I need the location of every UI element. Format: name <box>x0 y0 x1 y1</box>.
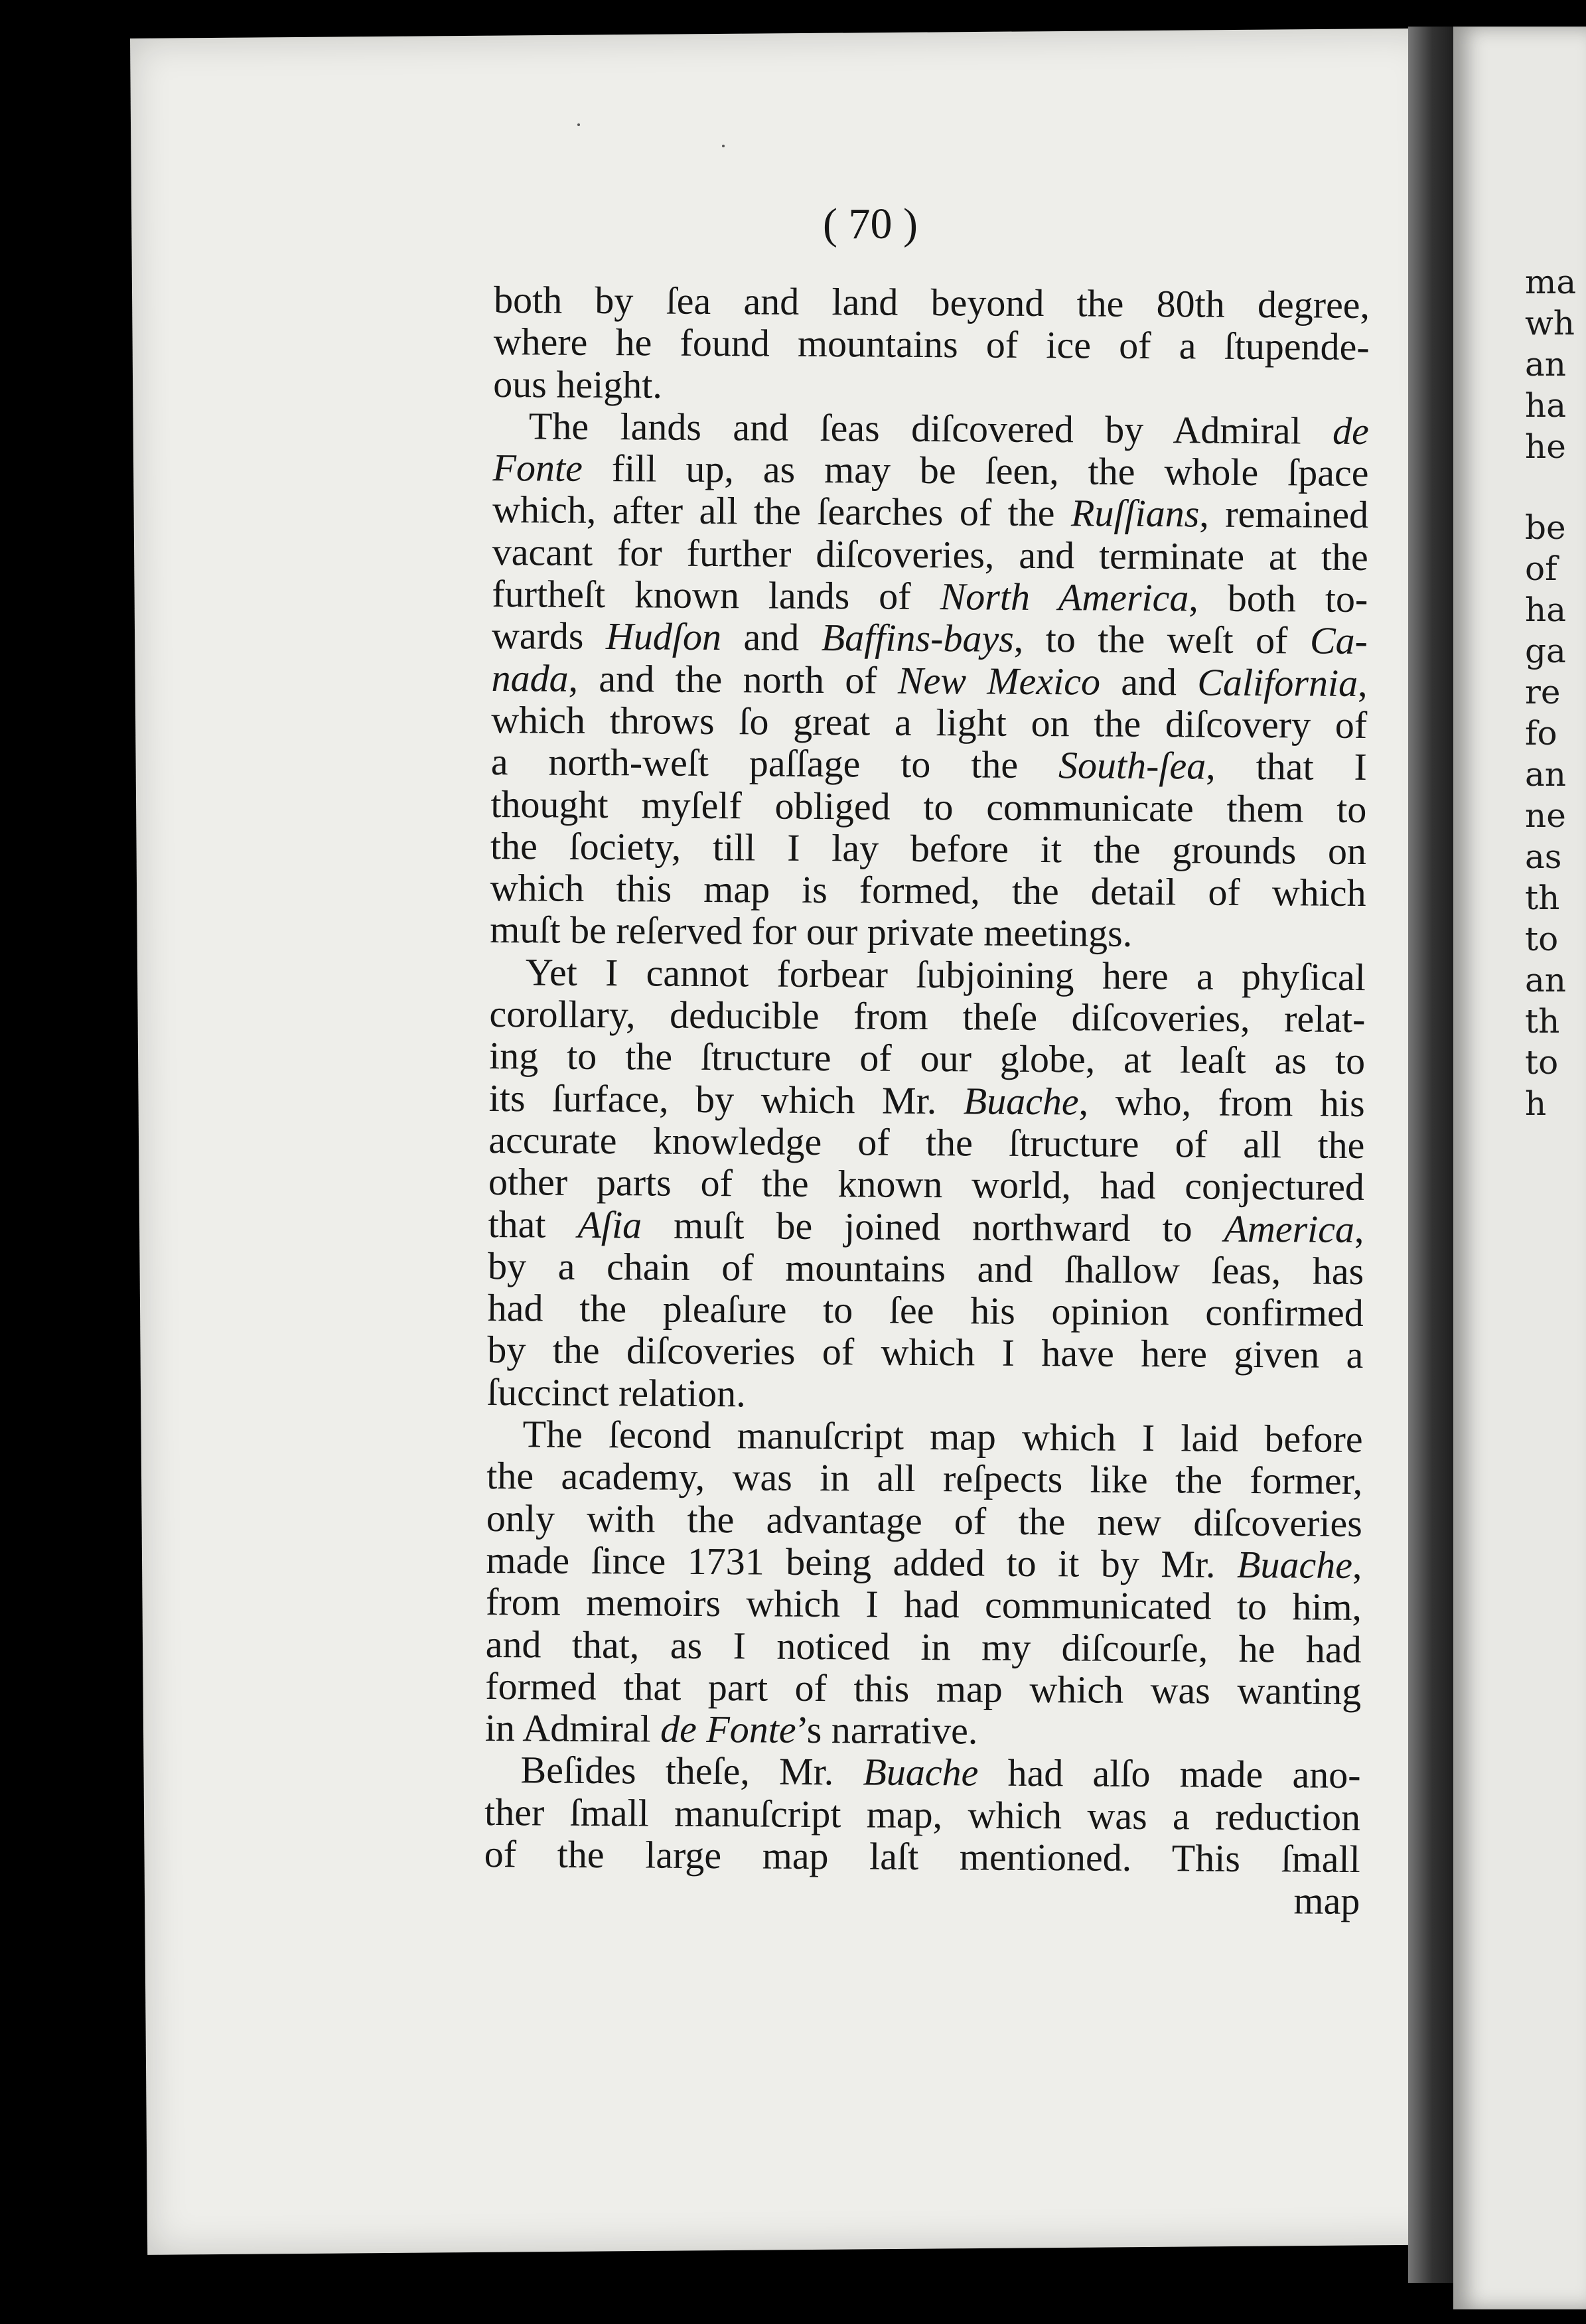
text-span: muſt be joined northward to <box>641 1202 1224 1250</box>
facing-page-fragment: an <box>1525 755 1567 794</box>
text-span: and <box>1100 660 1198 704</box>
text-span: the academy, was in all reſpects like the former, <box>486 1454 1363 1503</box>
text-line <box>485 1707 1361 1754</box>
facing-page-fragment: ha <box>1525 386 1567 425</box>
text-line <box>492 615 1368 662</box>
facing-page-fragment: th <box>1525 879 1560 917</box>
text-span: had alſo made ano- <box>978 1751 1361 1797</box>
facing-page-fragment: an <box>1525 345 1567 384</box>
text-span: vacant for further diſcoveries, and terminate at the <box>492 530 1368 579</box>
facing-page-fragment: he <box>1525 427 1566 466</box>
text-span: formed that part of this map which was wanting <box>485 1664 1362 1713</box>
paper-speck <box>577 123 580 126</box>
text-span: only with the advantage of the new diſcoveries <box>486 1496 1363 1545</box>
text-span: ing to the ſtructure of our globe, at leaſt as to <box>488 1034 1366 1083</box>
facing-page-fragment: re <box>1525 673 1561 711</box>
text-span: The ſecond manuſcript map which I laid before <box>522 1412 1363 1461</box>
italic-text-span: Buache <box>863 1750 979 1794</box>
text-span: by a chain of mountains and ſhallow ſeas, has <box>487 1244 1364 1293</box>
text-span: , to the weſt of <box>1013 617 1311 662</box>
text-line <box>488 1287 1364 1334</box>
italic-text-span: Hudſon <box>605 615 722 659</box>
text-span: thought myſelf obliged to communicate them to <box>490 782 1367 831</box>
text-span: had the pleaſure to ſee his opinion confirmed <box>487 1286 1364 1335</box>
text-line <box>492 447 1368 494</box>
paper-speck <box>722 145 725 147</box>
italic-text-span: Aſia <box>577 1202 642 1246</box>
text-line <box>486 1413 1362 1460</box>
text-line <box>486 1581 1362 1628</box>
text-line <box>491 699 1367 746</box>
text-span: which this map is formed, the detail of which <box>490 866 1366 915</box>
facing-page-fragment: to <box>1525 1043 1559 1082</box>
text-line <box>486 1623 1362 1670</box>
text-span: a north-weſt paſſage to the <box>490 740 1059 787</box>
text-line <box>491 741 1367 788</box>
text-line <box>487 1329 1363 1376</box>
text-line <box>484 1791 1360 1838</box>
text-line <box>486 1539 1362 1586</box>
text-line <box>488 1161 1364 1208</box>
italic-text-span: South-ſea <box>1058 743 1206 788</box>
text-span: , remained <box>1199 492 1369 537</box>
italic-text-span: Buache <box>1236 1542 1353 1587</box>
text-line <box>488 1203 1364 1250</box>
text-span: and that, as I noticed in my diſcourſe, he had <box>485 1622 1362 1671</box>
text-line <box>493 363 1369 410</box>
text-span: from memoirs which I had communicated to him, <box>485 1580 1362 1629</box>
text-line <box>492 531 1368 578</box>
text-line <box>484 1749 1360 1796</box>
text-span: fill up, as may be ſeen, the whole ſpace <box>582 447 1369 495</box>
text-line <box>489 1077 1365 1124</box>
text-line <box>490 951 1366 998</box>
text-span: accurate knowledge of the ſtructure of all the <box>488 1118 1365 1167</box>
text-span: , <box>1354 1207 1364 1251</box>
top-spacer <box>494 199 1370 284</box>
text-span: the ſociety, till I lay before it the grounds on <box>490 824 1367 873</box>
italic-text-span: nada <box>491 656 569 700</box>
facing-page-fragment: h <box>1525 1084 1547 1123</box>
text-line <box>490 825 1366 872</box>
facing-page-fragment: an <box>1525 961 1567 999</box>
text-line <box>486 1455 1362 1502</box>
page-body-text <box>484 199 1370 1923</box>
text-span: that <box>488 1202 578 1246</box>
text-line <box>490 867 1366 914</box>
text-span: , <box>1357 661 1368 705</box>
text-line <box>490 908 1366 956</box>
text-span: wards <box>491 614 607 658</box>
facing-page-fragment: to <box>1525 920 1559 958</box>
text-line <box>489 993 1365 1040</box>
text-span: , <box>1352 1543 1362 1587</box>
italic-text-span: Baffins-bays <box>821 616 1014 661</box>
text-line <box>493 321 1369 368</box>
text-span: of the large map laſt mentioned. This ſmall <box>484 1832 1360 1881</box>
facing-page-fragment: be <box>1525 508 1566 547</box>
text-line <box>485 1665 1361 1712</box>
text-span: Beſides theſe, Mr. <box>520 1748 863 1794</box>
text-span: Yet I cannot forbear ſubjoining here a phyſical <box>525 950 1366 999</box>
text-span: muſt be reſerved for our private meetings. <box>490 908 1133 956</box>
text-line <box>491 657 1367 704</box>
facing-page-fragment: th <box>1525 1002 1560 1041</box>
facing-page-fragment: ma <box>1525 263 1577 301</box>
catchword: map <box>1293 1879 1360 1923</box>
text-line <box>488 1245 1364 1292</box>
text-span: , and the north of <box>568 656 899 702</box>
text-span: , who, from his <box>1078 1080 1365 1125</box>
facing-page-fragment: ha <box>1525 591 1567 629</box>
text-line <box>494 279 1370 326</box>
text-line <box>487 1371 1363 1418</box>
text-line <box>492 488 1368 536</box>
text-span: which throws ſo great a light on the diſcovery of <box>491 697 1368 747</box>
italic-text-span: America <box>1224 1206 1355 1251</box>
text-line <box>492 573 1368 620</box>
italic-text-span: California <box>1197 660 1358 705</box>
page-number: ( 70 ) <box>823 200 918 248</box>
text-span: by the diſcoveries of which I have here given a <box>487 1328 1364 1377</box>
text-span: which, after all the ſearches of the <box>492 488 1072 535</box>
facing-page-fragment: of <box>1525 549 1557 588</box>
text-span: both by ſea and land beyond the 80th degree, <box>493 277 1370 327</box>
text-line <box>484 1833 1360 1880</box>
text-span: where he found mountains of ice of a ſtupende- <box>493 320 1370 369</box>
text-line <box>488 1119 1364 1166</box>
facing-page-fragment: ga <box>1525 632 1566 670</box>
text-line <box>493 405 1369 452</box>
italic-text-span: de <box>1332 409 1370 453</box>
text-span: , that I <box>1206 744 1367 789</box>
text-span: ous height. <box>493 362 663 407</box>
text-span: other parts of the known world, had conjectured <box>488 1160 1365 1209</box>
text-span: and <box>721 615 822 660</box>
italic-text-span: de Fonte <box>660 1707 796 1751</box>
italic-text-span: Fonte <box>492 446 583 490</box>
text-span: made ſince 1731 being added to it by Mr. <box>486 1538 1238 1586</box>
text-span: ’s narrative. <box>796 1707 978 1753</box>
text-line <box>489 1035 1365 1082</box>
text-span: furtheſt known lands of <box>492 572 940 618</box>
facing-page-fragment: ne <box>1525 796 1566 835</box>
text-span: its ſurface, by which Mr. <box>488 1076 964 1122</box>
text-span: ſuccinct relation. <box>486 1370 746 1416</box>
italic-text-span: Buache <box>963 1078 1079 1124</box>
text-span: The lands and ſeas diſcovered by Admiral <box>528 404 1333 453</box>
text-span: ther ſmall manuſcript map, which was a reduction <box>484 1790 1361 1839</box>
italic-text-span: New Mexico <box>897 658 1101 703</box>
italic-text-span: North America <box>940 575 1189 620</box>
text-line <box>490 783 1366 830</box>
text-span: , both to- <box>1189 576 1368 621</box>
text-span: in Admiral <box>484 1706 661 1751</box>
facing-page-fragment: fo <box>1525 714 1557 753</box>
text-span: corollary, deducible from theſe diſcoveries, relat- <box>489 992 1366 1041</box>
text-line <box>486 1497 1362 1544</box>
facing-page-fragment: as <box>1525 837 1562 876</box>
facing-page-fragment: wh <box>1525 304 1575 342</box>
italic-text-span: Ca- <box>1309 618 1368 663</box>
italic-text-span: Ruſſians <box>1070 491 1200 536</box>
